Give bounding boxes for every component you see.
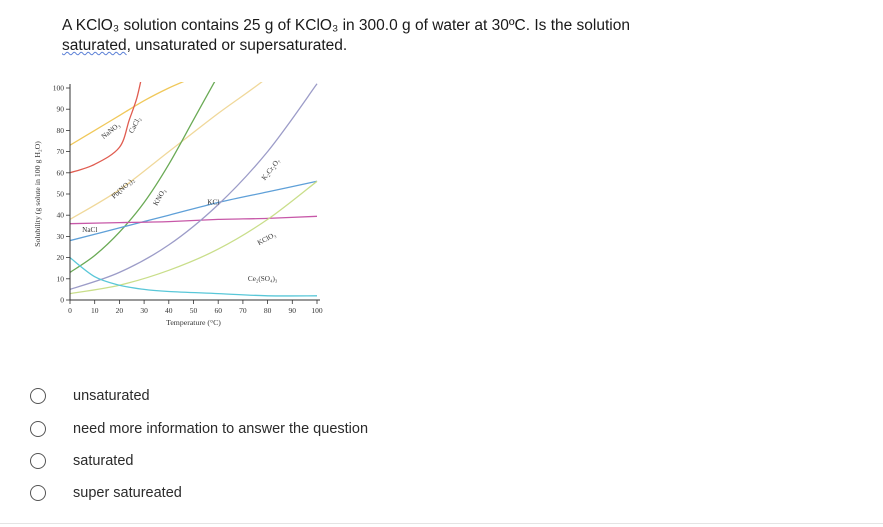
- series-line: [70, 84, 317, 290]
- x-tick-label: 40: [165, 306, 173, 315]
- y-tick-label: 50: [56, 189, 64, 199]
- x-tick-label: 80: [263, 306, 272, 315]
- option-label: saturated: [73, 453, 134, 469]
- series-label: NaCl: [82, 226, 98, 235]
- y-tick-label: 60: [56, 168, 64, 178]
- series-line: [70, 216, 317, 223]
- x-tick-label: 70: [239, 306, 247, 315]
- x-tick-label: 10: [90, 306, 99, 315]
- question-line-1: A KClO₃ solution contains 25 g of KClO₃ in 300.0 g of water at 30ºC. Is the solution: [62, 17, 630, 34]
- option-saturated[interactable]: [30, 449, 450, 473]
- radio-button-icon[interactable]: [30, 485, 46, 501]
- option-unsaturated[interactable]: [30, 384, 450, 408]
- y-tick-label: 70: [56, 147, 64, 157]
- x-tick-label: 60: [214, 306, 222, 315]
- x-tick-label: 0: [68, 306, 72, 315]
- option-label: need more information to answer the question: [73, 421, 369, 437]
- x-tick-label: 100: [311, 306, 323, 315]
- x-tick-label: 30: [140, 306, 148, 315]
- series-line: [70, 76, 317, 219]
- radio-button-icon[interactable]: [30, 388, 46, 404]
- series-line: [70, 76, 218, 272]
- radio-button-icon[interactable]: [30, 453, 46, 469]
- y-tick-label: 100: [52, 83, 64, 93]
- solubility-chart: [30, 76, 330, 344]
- series-label: KClO₃: [256, 230, 278, 248]
- option-super-saturated[interactable]: [30, 481, 450, 505]
- option-need-more-information[interactable]: [30, 417, 450, 441]
- series-label: Ce₂(SO₄)₃: [247, 274, 278, 283]
- x-axis-label: Temperature (°C): [166, 318, 221, 327]
- series-label: NaNO₃: [99, 121, 122, 141]
- x-tick-label: 90: [288, 306, 297, 315]
- y-tick-label: 10: [56, 274, 64, 284]
- series-label: KNO₃: [151, 187, 168, 208]
- x-tick-label: 20: [115, 306, 124, 315]
- series-label: KCl: [207, 198, 220, 207]
- option-label: unsaturated: [73, 388, 150, 404]
- series-lines: [70, 76, 317, 296]
- series-label: Pb(NO₃)₂: [110, 176, 137, 201]
- radio-button-icon[interactable]: [30, 421, 46, 437]
- question-line-2: [62, 36, 782, 56]
- y-axis-label: Solubility (g solute in 100 g H₂O): [33, 141, 42, 247]
- series-label: K₂Cr₂O₇: [260, 157, 282, 182]
- spellcheck-underlined-word: saturated: [62, 37, 127, 54]
- question-line-2-rest: , unsaturated or supersaturated.: [126, 37, 348, 54]
- divider: [0, 523, 883, 524]
- y-tick-label: 30: [56, 231, 64, 241]
- y-tick-label: 0: [60, 295, 64, 305]
- question-text: [62, 16, 782, 56]
- x-tick-label: 50: [189, 306, 198, 315]
- y-tick-label: 40: [56, 210, 64, 220]
- y-tick-label: 20: [56, 253, 64, 263]
- option-label: super satureated: [73, 485, 182, 501]
- series-label: CaCl₂: [127, 115, 143, 135]
- y-tick-label: 80: [56, 125, 64, 135]
- y-tick-label: 90: [56, 104, 64, 114]
